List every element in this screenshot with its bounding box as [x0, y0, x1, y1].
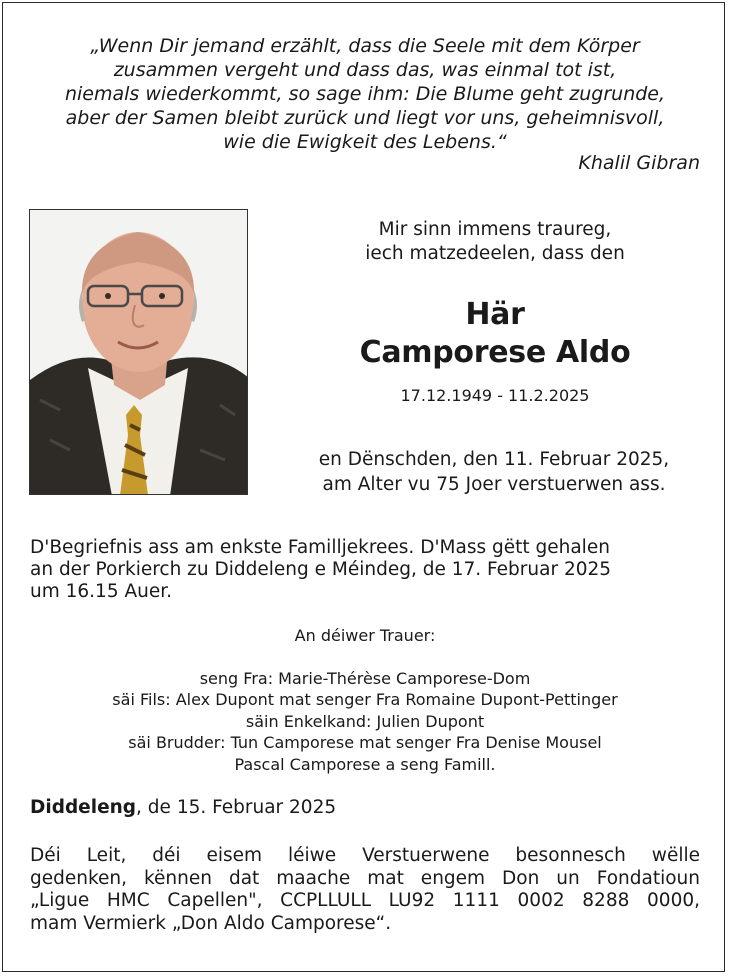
donation-line: Déi Leit, déi eisem léiwe Verstuerwene besonnesch wëlle [30, 845, 700, 866]
intro-text [300, 218, 690, 266]
mourner-line: säi Fils: Alex Dupont mat senger Fra Romaine Dupont-Pettinger [112, 690, 618, 709]
quote-line: niemals wiederkommt, so sage ihm: Die Blume geht zugrunde, [64, 83, 666, 105]
deceased-name [300, 296, 690, 372]
mourner-line: seng Fra: Marie-Thérèse Camporese-Dom [199, 668, 531, 688]
quote-line: aber der Samen bleibt zurück und liegt vor uns, geheimnisvoll, [65, 107, 665, 129]
death-line: am Alter vu 75 Joer verstuerwen ass. [322, 474, 666, 495]
intro-line: Mir sinn immens traureg, [378, 219, 612, 240]
full-name: Camporese Aldo [359, 335, 631, 370]
donation-line: mam Vermierk „Don Aldo Camporese“. [30, 912, 392, 934]
place-date [30, 797, 336, 818]
death-line: en Dënschden, den 11. Februar 2025, [318, 449, 670, 470]
funeral-info [30, 537, 705, 603]
funeral-line: um 16.15 Auer. [30, 581, 173, 602]
mourner-line: säin Enkelkand: Julien Dupont [245, 711, 485, 731]
donation-line: „Ligue HMC Capellen", CCPLLULL LU92 1111 0002 8288 0000, [30, 890, 700, 911]
mourner-line: Pascal Camporese a seng Famill. [234, 754, 496, 774]
mourner-line: säi Brudder: Tun Camporese mat senger Fra Denise Mousel [128, 733, 602, 752]
funeral-line: D'Begriefnis ass am enkste Familljekrees. D'Mass gëtt gehalen [30, 537, 610, 558]
donation-info [30, 845, 700, 935]
portrait-photo [29, 209, 248, 495]
life-dates: 17.12.1949 - 11.2.2025 [400, 386, 590, 405]
quote-line: zusammen vergeht und dass das, was einmal tot ist, [113, 59, 617, 81]
quote-line: wie die Ewigkeit des Lebens.“ [223, 131, 507, 153]
notice-date: , de 15. Februar 2025 [136, 797, 337, 818]
donation-line: gedenken, kënnen dat maache mat engem Don un Fondatioun [30, 867, 700, 889]
mourners-list [30, 625, 700, 775]
portrait-illustration [30, 210, 248, 495]
quote-block [24, 34, 706, 154]
funeral-line: an der Porkierch zu Diddeleng e Méindeg, de 17. Februar 2025 [30, 559, 612, 580]
quote-author: Khalil Gibran [578, 152, 700, 174]
mourners-heading: An déiwer Trauer: [294, 626, 436, 645]
place-name: Diddeleng [30, 797, 137, 818]
death-text [288, 447, 700, 497]
intro-line: iech matzedeelen, dass den [365, 243, 625, 264]
quote-line: „Wenn Dir jemand erzählt, dass die Seele mit dem Körper [90, 35, 640, 57]
honorific: Här [465, 297, 525, 332]
